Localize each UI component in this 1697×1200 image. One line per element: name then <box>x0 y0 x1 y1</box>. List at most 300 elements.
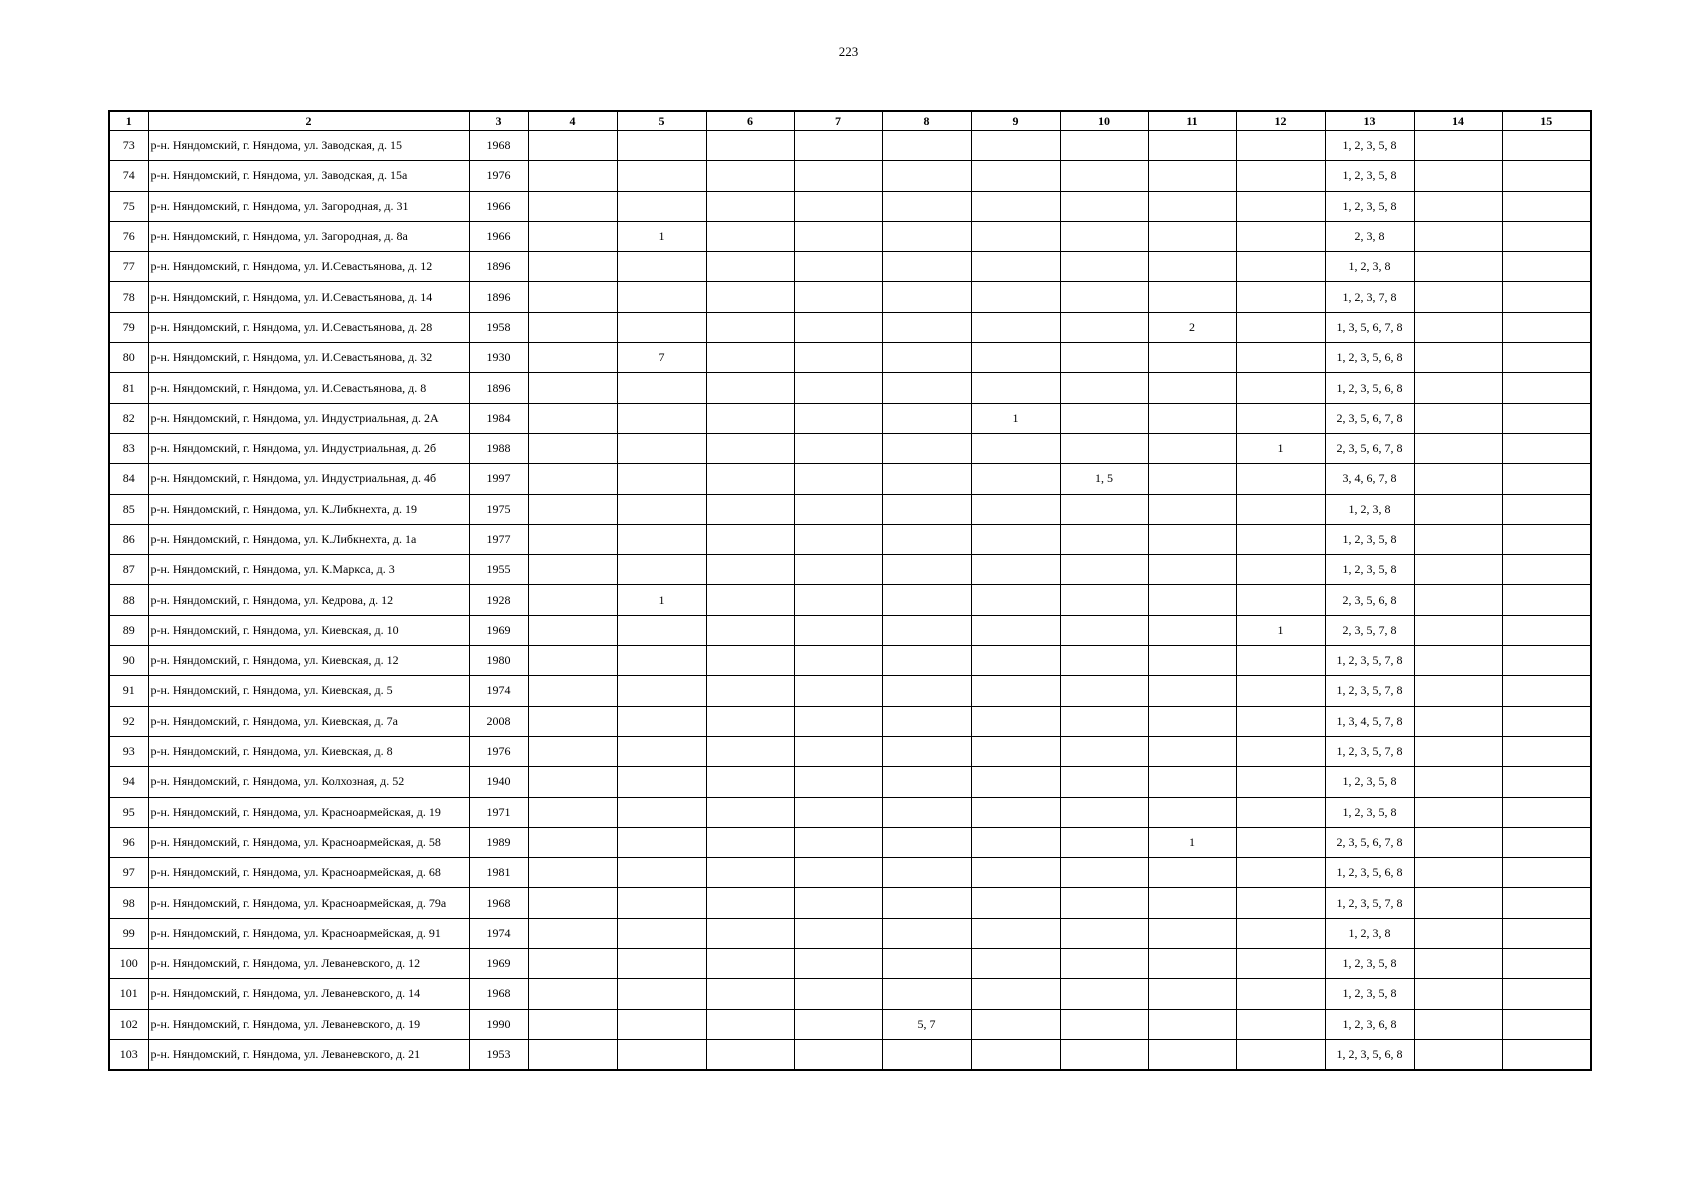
table-cell <box>706 282 794 312</box>
row-number-cell: 80 <box>109 343 148 373</box>
table-cell <box>971 312 1060 342</box>
year-cell: 1975 <box>469 494 528 524</box>
table-cell: 1, 2, 3, 5, 7, 8 <box>1325 888 1414 918</box>
table-cell <box>1502 403 1591 433</box>
table-cell: 1, 3, 4, 5, 7, 8 <box>1325 706 1414 736</box>
table-cell <box>794 282 882 312</box>
table-cell <box>706 888 794 918</box>
table-header <box>109 111 1591 131</box>
address-cell: р-н. Няндомский, г. Няндома, ул. И.Севастьянова, д. 8 <box>148 373 469 403</box>
table-cell <box>1414 252 1502 282</box>
table-cell <box>971 343 1060 373</box>
row-number-cell: 95 <box>109 797 148 827</box>
header-row <box>109 111 1591 131</box>
table-row <box>109 282 1591 312</box>
page-number: 223 <box>838 44 859 59</box>
table-cell <box>1060 858 1148 888</box>
row-number-cell: 92 <box>109 706 148 736</box>
address-cell: р-н. Няндомский, г. Няндома, ул. И.Севастьянова, д. 14 <box>148 282 469 312</box>
table-cell <box>1236 979 1325 1009</box>
address-cell: р-н. Няндомский, г. Няндома, ул. И.Севастьянова, д. 12 <box>148 252 469 282</box>
table-cell <box>1236 524 1325 554</box>
table-cell <box>794 949 882 979</box>
table-cell <box>617 949 706 979</box>
year-cell: 1977 <box>469 524 528 554</box>
table-cell: 1, 2, 3, 5, 7, 8 <box>1325 676 1414 706</box>
table-cell <box>1060 343 1148 373</box>
registry-table <box>108 110 1592 1071</box>
table-cell <box>706 918 794 948</box>
year-cell: 1969 <box>469 615 528 645</box>
table-cell: 1, 5 <box>1060 464 1148 494</box>
table-cell <box>1236 1009 1325 1039</box>
table-row <box>109 161 1591 191</box>
table-cell: 1, 2, 3, 5, 7, 8 <box>1325 736 1414 766</box>
table-cell: 1 <box>1236 615 1325 645</box>
table-cell <box>1502 918 1591 948</box>
table-cell <box>1502 343 1591 373</box>
table-cell <box>882 555 971 585</box>
address-cell: р-н. Няндомский, г. Няндома, ул. Киевская, д. 5 <box>148 676 469 706</box>
table-cell <box>882 676 971 706</box>
table-cell <box>882 221 971 251</box>
column-header-15: 15 <box>1502 111 1591 131</box>
table-cell <box>1414 1009 1502 1039</box>
table-cell <box>882 252 971 282</box>
table-cell <box>1148 858 1236 888</box>
row-number-cell: 77 <box>109 252 148 282</box>
table-cell <box>1148 979 1236 1009</box>
table-cell <box>1502 949 1591 979</box>
table-cell <box>882 888 971 918</box>
table-cell <box>971 858 1060 888</box>
table-cell <box>882 433 971 463</box>
table-cell <box>1236 403 1325 433</box>
year-cell: 2008 <box>469 706 528 736</box>
table-cell <box>706 403 794 433</box>
table-cell <box>1060 1039 1148 1070</box>
address-cell: р-н. Няндомский, г. Няндома, ул. К.Маркса, д. 3 <box>148 555 469 585</box>
table-row <box>109 464 1591 494</box>
address-cell: р-н. Няндомский, г. Няндома, ул. Индустриальная, д. 4б <box>148 464 469 494</box>
table-cell <box>1236 555 1325 585</box>
table-cell <box>971 282 1060 312</box>
table-cell <box>794 736 882 766</box>
table-cell <box>794 827 882 857</box>
year-cell: 1976 <box>469 736 528 766</box>
table-cell <box>1236 343 1325 373</box>
year-cell: 1896 <box>469 252 528 282</box>
table-cell <box>971 373 1060 403</box>
table-cell <box>1502 797 1591 827</box>
year-cell: 1989 <box>469 827 528 857</box>
table-cell <box>882 706 971 736</box>
table-cell <box>706 524 794 554</box>
table-cell <box>794 494 882 524</box>
table-cell <box>1236 282 1325 312</box>
table-cell <box>882 524 971 554</box>
year-cell: 1974 <box>469 918 528 948</box>
table-cell <box>528 888 617 918</box>
table-row <box>109 1009 1591 1039</box>
table-cell <box>1502 282 1591 312</box>
table-cell <box>1236 736 1325 766</box>
table-cell <box>1148 343 1236 373</box>
column-header-6: 6 <box>706 111 794 131</box>
row-number-cell: 99 <box>109 918 148 948</box>
table-cell <box>1060 282 1148 312</box>
table-cell <box>617 403 706 433</box>
address-cell: р-н. Няндомский, г. Няндома, ул. Леваневского, д. 12 <box>148 949 469 979</box>
table-cell <box>1060 918 1148 948</box>
table-cell <box>1148 918 1236 948</box>
address-cell: р-н. Няндомский, г. Няндома, ул. Киевская, д. 7а <box>148 706 469 736</box>
table-cell <box>1236 161 1325 191</box>
table-cell <box>1060 494 1148 524</box>
table-cell <box>971 888 1060 918</box>
year-cell: 1974 <box>469 676 528 706</box>
address-cell: р-н. Няндомский, г. Няндома, ул. Красноармейская, д. 79а <box>148 888 469 918</box>
table-cell: 1, 2, 3, 5, 6, 8 <box>1325 858 1414 888</box>
year-cell: 1930 <box>469 343 528 373</box>
table-cell <box>882 403 971 433</box>
table-cell <box>882 979 971 1009</box>
table-cell <box>617 615 706 645</box>
table-cell <box>794 858 882 888</box>
table-cell <box>882 646 971 676</box>
year-cell: 1969 <box>469 949 528 979</box>
table-cell <box>971 555 1060 585</box>
table-cell <box>1148 161 1236 191</box>
table-cell <box>971 797 1060 827</box>
table-cell <box>706 827 794 857</box>
table-cell <box>528 131 617 161</box>
year-cell: 1896 <box>469 282 528 312</box>
address-cell: р-н. Няндомский, г. Няндома, ул. Загородная, д. 8а <box>148 221 469 251</box>
row-number-cell: 88 <box>109 585 148 615</box>
row-number-cell: 93 <box>109 736 148 766</box>
table-cell <box>794 131 882 161</box>
table-row <box>109 797 1591 827</box>
address-cell: р-н. Няндомский, г. Няндома, ул. Киевская, д. 12 <box>148 646 469 676</box>
table-cell <box>1148 524 1236 554</box>
table-cell <box>1060 949 1148 979</box>
table-cell <box>528 736 617 766</box>
table-row <box>109 191 1591 221</box>
year-cell: 1988 <box>469 433 528 463</box>
table-cell <box>882 827 971 857</box>
table-cell <box>1060 797 1148 827</box>
column-header-4: 4 <box>528 111 617 131</box>
table-cell <box>882 736 971 766</box>
table-row <box>109 343 1591 373</box>
table-cell <box>706 1039 794 1070</box>
table-cell <box>706 767 794 797</box>
table-cell <box>1236 131 1325 161</box>
table-cell <box>1148 282 1236 312</box>
table-cell <box>1236 706 1325 736</box>
table-cell <box>1148 191 1236 221</box>
table-cell: 1, 2, 3, 5, 8 <box>1325 524 1414 554</box>
table-cell <box>1502 858 1591 888</box>
table-row <box>109 312 1591 342</box>
year-cell: 1966 <box>469 221 528 251</box>
table-cell <box>617 858 706 888</box>
table-row <box>109 373 1591 403</box>
table-cell <box>1236 646 1325 676</box>
table-cell <box>1148 494 1236 524</box>
table-cell <box>971 1039 1060 1070</box>
table-cell <box>528 797 617 827</box>
table-cell <box>528 403 617 433</box>
table-cell <box>1502 252 1591 282</box>
table-cell <box>1148 736 1236 766</box>
table-cell <box>1236 827 1325 857</box>
table-cell <box>706 373 794 403</box>
table-cell: 2, 3, 5, 6, 7, 8 <box>1325 827 1414 857</box>
table-cell <box>1414 131 1502 161</box>
table-cell <box>1502 646 1591 676</box>
table-cell <box>706 252 794 282</box>
table-cell <box>528 555 617 585</box>
table-row <box>109 524 1591 554</box>
table-cell: 2, 3, 5, 6, 7, 8 <box>1325 433 1414 463</box>
year-cell: 1953 <box>469 1039 528 1070</box>
row-number-cell: 82 <box>109 403 148 433</box>
table-cell <box>971 615 1060 645</box>
table-cell: 2, 3, 5, 6, 8 <box>1325 585 1414 615</box>
table-cell <box>1236 1039 1325 1070</box>
table-cell <box>1236 494 1325 524</box>
table-cell <box>1502 676 1591 706</box>
table-cell <box>794 191 882 221</box>
table-cell <box>617 373 706 403</box>
table-cell <box>617 797 706 827</box>
year-cell: 1968 <box>469 979 528 1009</box>
address-cell: р-н. Няндомский, г. Няндома, ул. Колхозная, д. 52 <box>148 767 469 797</box>
table-cell <box>1148 676 1236 706</box>
year-cell: 1971 <box>469 797 528 827</box>
row-number-cell: 91 <box>109 676 148 706</box>
table-cell <box>528 646 617 676</box>
table-cell <box>1414 646 1502 676</box>
table-cell <box>794 888 882 918</box>
table-cell: 1, 2, 3, 5, 6, 8 <box>1325 343 1414 373</box>
table-cell <box>1148 252 1236 282</box>
table-cell <box>1414 585 1502 615</box>
table-cell: 1, 2, 3, 8 <box>1325 252 1414 282</box>
table-cell <box>1148 464 1236 494</box>
table-cell <box>794 221 882 251</box>
table-cell <box>1502 1009 1591 1039</box>
table-cell: 1, 2, 3, 6, 8 <box>1325 1009 1414 1039</box>
table-cell <box>1148 373 1236 403</box>
table-cell <box>1148 585 1236 615</box>
table-cell: 2 <box>1148 312 1236 342</box>
table-cell <box>1502 433 1591 463</box>
table-cell: 1, 2, 3, 5, 8 <box>1325 555 1414 585</box>
year-cell: 1958 <box>469 312 528 342</box>
table-cell <box>1236 252 1325 282</box>
table-cell <box>528 252 617 282</box>
column-header-8: 8 <box>882 111 971 131</box>
table-cell: 1 <box>971 403 1060 433</box>
table-cell <box>1414 1039 1502 1070</box>
column-header-10: 10 <box>1060 111 1148 131</box>
table-cell <box>1502 312 1591 342</box>
table-cell: 3, 4, 6, 7, 8 <box>1325 464 1414 494</box>
table-cell <box>794 403 882 433</box>
table-cell <box>1502 706 1591 736</box>
table-cell <box>882 312 971 342</box>
table-cell <box>1236 464 1325 494</box>
table-cell <box>882 282 971 312</box>
table-cell <box>794 615 882 645</box>
table-cell <box>617 312 706 342</box>
table-cell <box>794 676 882 706</box>
table-row <box>109 827 1591 857</box>
row-number-cell: 85 <box>109 494 148 524</box>
address-cell: р-н. Няндомский, г. Няндома, ул. Леваневского, д. 19 <box>148 1009 469 1039</box>
row-number-cell: 90 <box>109 646 148 676</box>
table-cell <box>617 676 706 706</box>
table-cell <box>1060 676 1148 706</box>
table-cell <box>794 464 882 494</box>
table-cell: 1, 2, 3, 5, 8 <box>1325 979 1414 1009</box>
table-cell <box>1502 555 1591 585</box>
row-number-cell: 89 <box>109 615 148 645</box>
table-cell <box>971 676 1060 706</box>
table-cell <box>1060 524 1148 554</box>
table-cell <box>794 706 882 736</box>
row-number-cell: 102 <box>109 1009 148 1039</box>
table-cell <box>1148 433 1236 463</box>
table-cell <box>882 797 971 827</box>
table-cell <box>1148 555 1236 585</box>
address-cell: р-н. Няндомский, г. Няндома, ул. Индустриальная, д. 2б <box>148 433 469 463</box>
table-cell <box>794 767 882 797</box>
table-cell <box>971 131 1060 161</box>
table-cell <box>794 555 882 585</box>
table-cell <box>1502 585 1591 615</box>
table-cell <box>794 1039 882 1070</box>
row-number-cell: 74 <box>109 161 148 191</box>
table-cell <box>617 888 706 918</box>
table-cell <box>1414 191 1502 221</box>
table-cell <box>528 161 617 191</box>
table-cell <box>1060 131 1148 161</box>
table-cell <box>971 585 1060 615</box>
table-row <box>109 252 1591 282</box>
table-cell <box>617 464 706 494</box>
table-cell <box>971 1009 1060 1039</box>
table-cell <box>1148 1009 1236 1039</box>
address-cell: р-н. Няндомский, г. Няндома, ул. Заводская, д. 15а <box>148 161 469 191</box>
table-cell: 1 <box>1236 433 1325 463</box>
column-header-13: 13 <box>1325 111 1414 131</box>
table-cell <box>794 797 882 827</box>
table-cell: 1, 2, 3, 5, 8 <box>1325 797 1414 827</box>
table-cell <box>706 464 794 494</box>
table-cell <box>1502 767 1591 797</box>
year-cell: 1968 <box>469 131 528 161</box>
table-cell <box>1236 312 1325 342</box>
table-cell: 1, 2, 3, 5, 8 <box>1325 191 1414 221</box>
table-cell <box>1060 585 1148 615</box>
table-cell <box>794 524 882 554</box>
table-row <box>109 858 1591 888</box>
column-header-7: 7 <box>794 111 882 131</box>
table-row <box>109 736 1591 766</box>
table-cell <box>1502 221 1591 251</box>
table-cell <box>1414 524 1502 554</box>
table-cell <box>882 131 971 161</box>
table-cell <box>528 282 617 312</box>
table-cell <box>1414 555 1502 585</box>
table-cell <box>706 797 794 827</box>
table-cell <box>1414 706 1502 736</box>
table-row <box>109 767 1591 797</box>
table-cell <box>1414 282 1502 312</box>
table-cell <box>1148 403 1236 433</box>
table-cell <box>794 646 882 676</box>
table-cell <box>1236 797 1325 827</box>
table-cell <box>706 676 794 706</box>
table-cell <box>528 373 617 403</box>
table-cell <box>882 949 971 979</box>
table-row <box>109 131 1591 161</box>
table-cell <box>528 221 617 251</box>
year-cell: 1981 <box>469 858 528 888</box>
address-cell: р-н. Няндомский, г. Няндома, ул. Индустриальная, д. 2А <box>148 403 469 433</box>
table-cell <box>528 343 617 373</box>
table-cell <box>528 979 617 1009</box>
year-cell: 1976 <box>469 161 528 191</box>
table-cell <box>1060 736 1148 766</box>
table-cell <box>528 949 617 979</box>
column-header-14: 14 <box>1414 111 1502 131</box>
table-row <box>109 1039 1591 1070</box>
table-cell <box>1236 949 1325 979</box>
table-cell <box>706 433 794 463</box>
table-cell <box>1414 918 1502 948</box>
table-cell <box>1414 858 1502 888</box>
row-number-cell: 86 <box>109 524 148 554</box>
table-cell <box>1414 161 1502 191</box>
year-cell: 1990 <box>469 1009 528 1039</box>
table-cell <box>1060 161 1148 191</box>
table-cell: 1, 2, 3, 5, 7, 8 <box>1325 646 1414 676</box>
table-cell <box>971 252 1060 282</box>
table-cell <box>1414 827 1502 857</box>
table-cell <box>1060 1009 1148 1039</box>
table-row <box>109 979 1591 1009</box>
table-cell <box>528 1009 617 1039</box>
table-cell <box>617 494 706 524</box>
table-cell <box>1060 646 1148 676</box>
row-number-cell: 101 <box>109 979 148 1009</box>
table-cell <box>971 736 1060 766</box>
table-cell <box>617 555 706 585</box>
table-cell <box>617 706 706 736</box>
table-cell <box>1414 221 1502 251</box>
table-cell: 1, 3, 5, 6, 7, 8 <box>1325 312 1414 342</box>
table-cell <box>1060 373 1148 403</box>
table-cell <box>1148 221 1236 251</box>
table-cell: 2, 3, 5, 7, 8 <box>1325 615 1414 645</box>
table-body <box>109 131 1591 1071</box>
year-cell: 1966 <box>469 191 528 221</box>
